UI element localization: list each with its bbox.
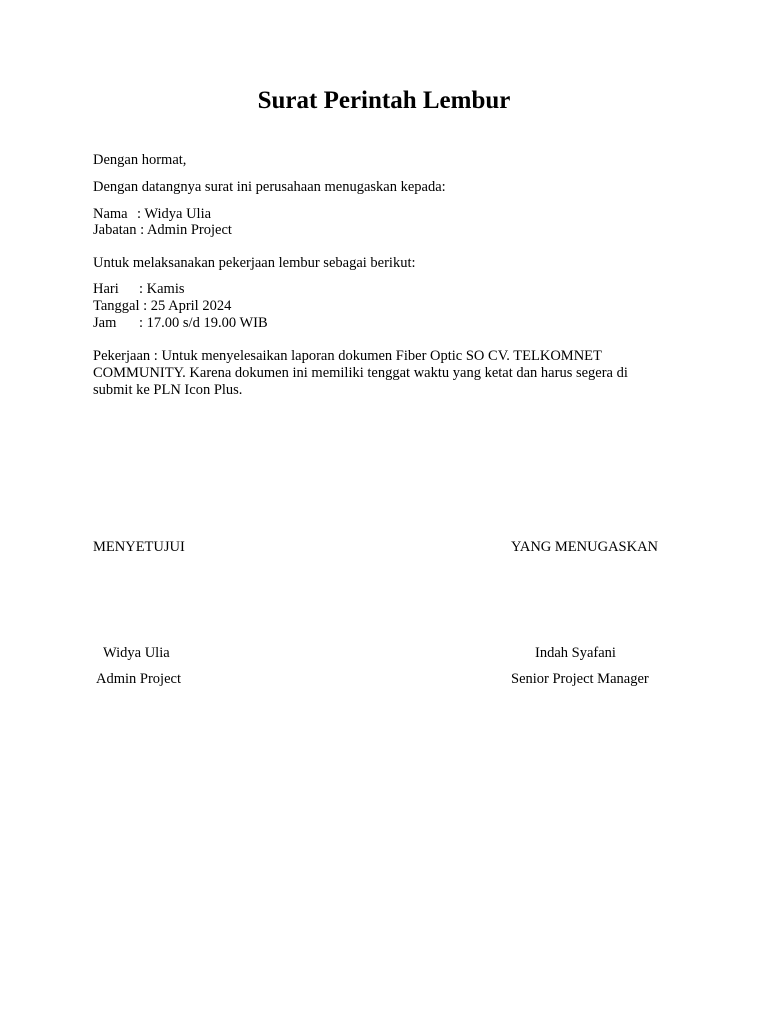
jam-row: [93, 315, 268, 332]
nama-value: : Widya Ulia: [137, 206, 212, 222]
employee-name-row: [93, 206, 211, 223]
approver-position: Admin Project: [96, 671, 181, 687]
hari-value: : Kamis: [139, 281, 185, 297]
tanggal-value: : 25 April 2024: [143, 298, 232, 314]
assigner-heading: YANG MENUGASKAN: [511, 539, 659, 555]
pekerjaan-paragraph: Pekerjaan : Untuk menyelesaikan laporan dokumen Fiber Optic SO CV. TELKOMNET COMMUNITY. Karena dokumen ini memiliki tenggat waktu yang ketat dan harus segera di submit ke PLN Icon Plus.: [93, 348, 628, 398]
approver-name: Widya Ulia: [103, 645, 170, 661]
approver-heading: MENYETUJUI: [93, 539, 185, 555]
employee-position-row: [93, 222, 232, 239]
tanggal-row: [93, 298, 231, 315]
task-intro-text: Untuk melaksanakan pekerjaan lembur sebagai berikut:: [93, 255, 416, 271]
hari-row: [93, 281, 185, 298]
jabatan-value: : Admin Project: [140, 222, 232, 238]
page-title: Surat Perintah Lembur: [257, 87, 511, 114]
assigner-position: Senior Project Manager: [511, 671, 649, 687]
jabatan-label: Jabatan: [93, 222, 137, 238]
intro-text: Dengan datangnya surat ini perusahaan menugaskan kepada:: [93, 179, 446, 195]
greeting: Dengan hormat,: [93, 152, 187, 168]
tanggal-label: Tanggal: [93, 298, 140, 314]
assigner-name: Indah Syafani: [535, 645, 616, 661]
hari-label: Hari: [93, 281, 119, 297]
jam-value: : 17.00 s/d 19.00 WIB: [139, 315, 268, 331]
jam-label: Jam: [93, 315, 117, 331]
nama-label: Nama: [93, 206, 128, 222]
